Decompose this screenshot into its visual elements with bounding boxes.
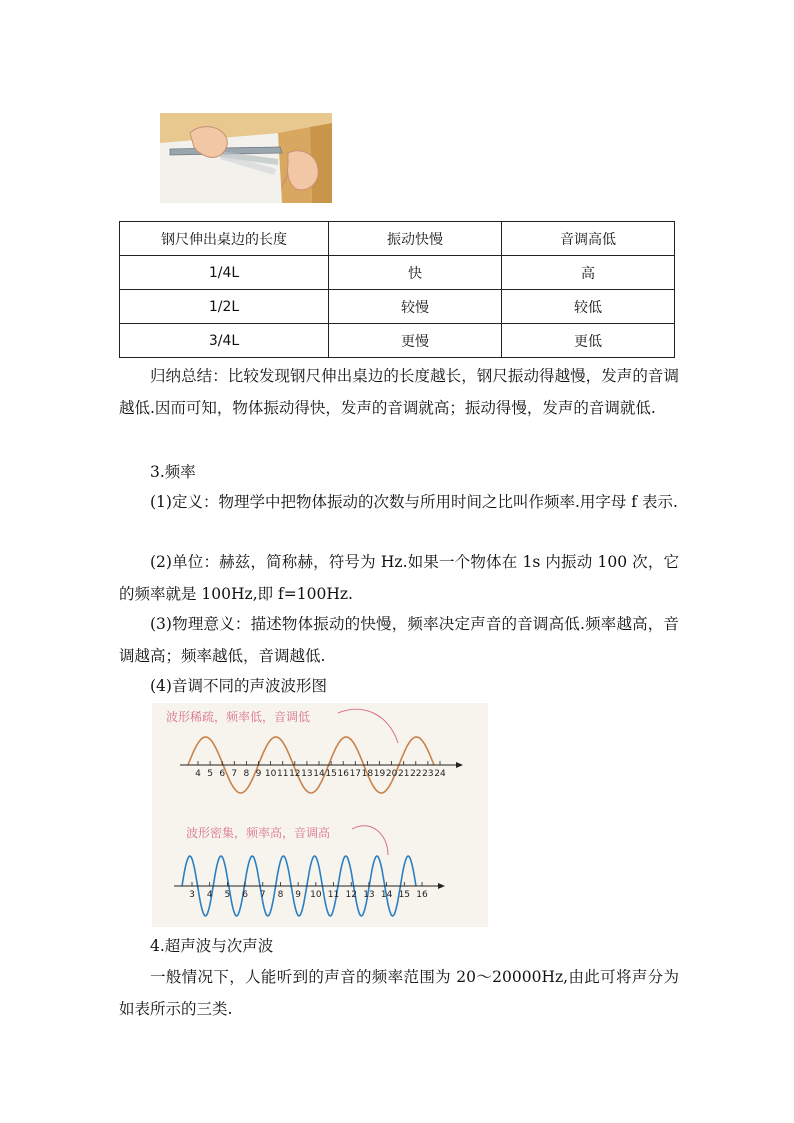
dense-wave-label: 波形密集，频率高，音调高: [186, 826, 331, 840]
sparse-tick-label: 12: [289, 769, 301, 779]
unit-paragraph: (2)单位：赫兹，简称赫，符号为 Hz.如果一个物体在 1s 内振动 100 次，它的频率就是 100Hz,即 f=100Hz.: [119, 553, 679, 603]
dense-wave-group: [174, 856, 445, 916]
sparse-tick-label: 19: [373, 769, 386, 779]
cell-pitch: 较低: [502, 290, 675, 324]
waveform-caption: (4)音调不同的声波波形图: [150, 677, 327, 695]
dense-tick-label: 15: [398, 890, 411, 900]
sparse-tick-label: 16: [337, 769, 349, 779]
dense-tick-label: 14: [380, 890, 393, 900]
dense-tick-label: 9: [295, 890, 302, 900]
section-3-title: 3.频率: [150, 463, 196, 481]
dense-tick-label: 8: [277, 890, 284, 900]
cell-length: 1/2L: [120, 290, 329, 324]
sparse-axis-arrow: [456, 762, 463, 768]
sparse-tick-label: 15: [325, 769, 337, 779]
ruler-experiment-photo: [160, 113, 332, 203]
dense-tick-label: 10: [310, 890, 322, 900]
section-4-title: 4.超声波与次声波: [150, 937, 274, 955]
waveform-svg: [152, 703, 488, 927]
waveform-figure: [152, 703, 488, 927]
sparse-tick-label: 20: [385, 769, 398, 779]
dense-tick-label: 16: [416, 890, 428, 900]
header-vibration-speed: 振动快慢: [329, 222, 502, 256]
dense-tick-label: 3: [189, 890, 195, 900]
dense-tick-label: 4: [206, 890, 213, 900]
dense-label-arrow: [352, 826, 388, 855]
dense-tick-label: 12: [345, 890, 357, 900]
sparse-tick-label: 4: [195, 769, 201, 779]
sparse-tick-label: 18: [361, 769, 374, 779]
sparse-wave-label: 波形稀疏，频率低，音调低: [166, 710, 311, 724]
sparse-tick-label: 5: [207, 769, 213, 779]
table-header-row: [120, 222, 675, 256]
table-row: [120, 256, 675, 290]
dense-tick-label: 5: [224, 890, 231, 900]
header-length: 钢尺伸出桌边的长度: [120, 222, 329, 256]
sparse-tick-label: 6: [219, 769, 226, 779]
cell-length: 3/4L: [120, 324, 329, 358]
sparse-tick-label: 8: [243, 769, 250, 779]
sparse-tick-label: 9: [255, 769, 262, 779]
dense-tick-label: 13: [363, 890, 375, 900]
sparse-tick-label: 24: [434, 769, 446, 779]
meaning-paragraph: (3)物理意义：描述物体振动的快慢，频率决定声音的音调高低.频率越高，音调越高；频率越低，音调越低.: [119, 615, 679, 665]
sparse-tick-label: 23: [422, 769, 434, 779]
range-paragraph: 一般情况下，人能听到的声音的频率范围为 20～20000Hz,由此可将声分为如表所示的三类.: [119, 968, 679, 1018]
dense-tick-label: 6: [242, 890, 248, 900]
cell-pitch: 更低: [502, 324, 675, 358]
dense-axis-arrow: [438, 883, 445, 889]
sparse-tick-label: 14: [313, 769, 325, 779]
cell-pitch: 高: [502, 256, 675, 290]
definition-paragraph: (1)定义：物理学中把物体振动的次数与所用时间之比叫作频率.用字母 f 表示.: [150, 493, 678, 511]
sparse-tick-label: 13: [301, 769, 313, 779]
sparse-wave-group: [180, 737, 463, 793]
header-pitch: 音调高低: [502, 222, 675, 256]
cell-speed: 更慢: [329, 324, 502, 358]
cell-speed: 较慢: [329, 290, 502, 324]
sparse-label-arrow: [338, 709, 398, 743]
sparse-tick-label: 10: [264, 769, 277, 779]
summary-paragraph: 归纳总结：比较发现钢尺伸出桌边的长度越长，钢尺振动得越慢，发声的音调越低.因而可知，物体振动得快，发声的音调就高；振动得慢，发声的音调就低.: [119, 367, 679, 417]
dense-tick-label: 11: [327, 890, 340, 900]
ruler-data-table: [119, 221, 675, 358]
sparse-tick-label: 11: [276, 769, 289, 779]
sparse-tick-label: 17: [349, 769, 362, 779]
sparse-tick-label: 21: [397, 769, 410, 779]
sparse-tick-label: 7: [231, 769, 238, 779]
cell-length: 1/4L: [120, 256, 329, 290]
sparse-tick-label: 22: [410, 769, 422, 779]
table-row: [120, 290, 675, 324]
table-row: [120, 324, 675, 358]
cell-speed: 快: [329, 256, 502, 290]
dense-tick-label: 7: [259, 890, 266, 900]
ruler-illustration: [160, 113, 332, 203]
